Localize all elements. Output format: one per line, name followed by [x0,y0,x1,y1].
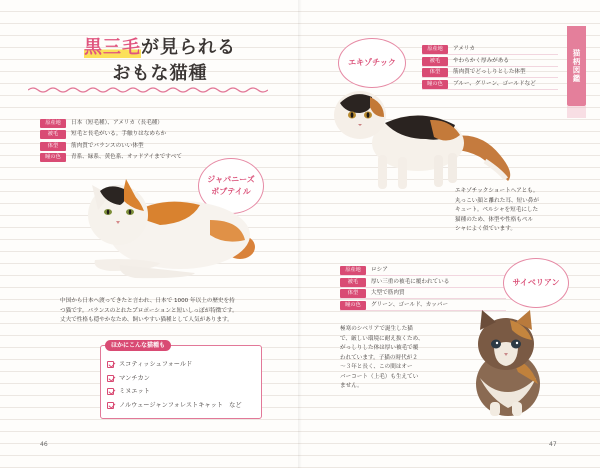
exotic-row-coat [422,57,558,67]
page-number-right: 47 [549,441,557,448]
page-number-left: 46 [40,441,48,448]
siberian-name: サイベリアン [512,278,560,287]
page-title [40,35,280,87]
value-eyes: グリーン、ゴールド、カッパー [371,301,449,308]
siberian-info-table [340,266,506,312]
bobtail-row-eyes [40,153,182,163]
exotic-name: エキゾチック [348,58,396,67]
other-breeds-heading: ほかにこんな猫種も [105,340,171,351]
label-coat: 被毛 [422,57,448,66]
siberian-desc-line4: われています。子猫の時代が２ [340,354,418,361]
value-coat: 短毛と長毛がいる。手触りはなめらか [71,131,167,137]
breed-norwegian-forest: ノルウェージャンフォレストキャット など [119,401,242,409]
title-line2: おもな猫種 [112,63,208,84]
exotic-row-body [422,68,558,78]
siberian-kitten-photo [460,308,550,420]
list-item [107,372,242,386]
exotic-desc-line1: エキゾチックショートヘアとも。 [455,188,539,194]
label-body: 体型 [422,68,448,77]
label-coat: 被毛 [340,278,366,287]
section-side-tab: 猫柄図鑑 [567,26,586,106]
bobtail-row-origin [40,118,182,128]
siberian-desc-line7: ません。 [340,383,363,389]
label-origin: 原産地 [40,119,66,128]
exotic-desc-line3: キュート。ペルシャを短毛にした [455,207,539,213]
value-origin: ロシア [371,267,388,273]
label-origin: 原産地 [340,266,366,275]
bobtail-name-line2: ボブテイル [211,187,251,196]
exotic-desc-line5: シャによく似ています。 [455,226,516,232]
label-body: 体型 [40,142,66,151]
bobtail-name-line1: ジャパニーズ [207,175,255,184]
bobtail-desc-line1: 中国から日本へ渡ってきたと言われ、日本で 1000 年以上の歴史を持 [60,298,235,304]
exotic-cat-photo [330,85,525,197]
title-wave-divider [28,86,268,94]
list-item [107,385,242,399]
value-origin: アメリカ [453,46,475,52]
label-coat: 被毛 [40,130,66,139]
siberian-description [340,325,452,392]
bobtail-description [60,297,275,326]
check-icon [107,402,114,409]
other-breeds-list [107,358,242,412]
breed-scottish-fold: スコティッシュフォールド [119,361,193,368]
label-eyes: 瞳の色 [422,80,448,89]
bobtail-cat-photo [40,165,265,285]
siberian-desc-line2: で、厳しい環境に耐え抜くため、 [340,335,424,342]
check-icon [107,361,114,368]
check-icon [107,375,114,382]
other-breeds-box [100,342,262,419]
siberian-row-body [340,289,506,299]
exotic-name-badge [338,38,406,88]
value-eyes: 青系、緑系、黄色系、オッドアイまですべて [71,154,182,160]
value-body: 大型で筋肉質 [371,290,405,296]
check-icon [107,388,114,395]
label-body: 体型 [340,289,366,298]
value-origin: 日本（短毛種）、アメリカ（長毛種） [71,119,163,126]
page-gutter [298,0,302,468]
exotic-row-origin [422,45,558,55]
siberian-desc-line5: ～３年と長く、この間はオー [340,364,413,370]
siberian-desc-line3: がっしりした体は厚い被毛で覆 [340,345,419,351]
bobtail-desc-line2: つ猫です。バランスのとれたプロポーションと短いしっぽが特徴です。 [60,307,238,314]
value-eyes: ブルー、グリーン、ゴールドなど [453,80,536,87]
title-highlight: 黒三毛 [84,37,141,58]
bobtail-desc-line3: 丈夫で性格も穏やかなため、飼いやすい猫種として人気があります。 [60,317,233,323]
label-origin: 原産地 [422,45,448,54]
exotic-desc-line2: 丸っこい顔と離れた耳、短い鼻が [455,197,539,204]
list-item [107,358,242,372]
list-item [107,399,242,413]
siberian-name-badge [503,258,569,308]
bobtail-row-body [40,141,182,151]
siberian-row-origin [340,266,506,276]
breed-munchkin: マンチカン [119,374,150,382]
siberian-row-coat [340,278,506,288]
value-body: 筋肉質でバランスのいい体型 [71,142,144,149]
value-coat: やわらかく厚みがある [453,57,509,64]
title-rest: が見られる [141,37,236,58]
siberian-desc-line6: バーコート（上毛）も生えてい [340,373,419,380]
label-eyes: 瞳の色 [340,301,366,310]
siberian-desc-line1: 極寒のシベリアで誕生した猫 [340,326,413,332]
value-coat: 厚い三重の被毛に覆われている [371,278,450,285]
breed-minuet: ミヌエット [119,388,150,395]
exotic-description [455,187,570,235]
bobtail-info-table [40,118,182,164]
label-eyes: 瞳の色 [40,153,66,162]
bobtail-row-coat [40,130,182,140]
value-body: 筋肉質でどっしりとした体型 [453,69,526,75]
exotic-desc-line4: 猫種のため、体型や性格もペル [455,216,534,223]
